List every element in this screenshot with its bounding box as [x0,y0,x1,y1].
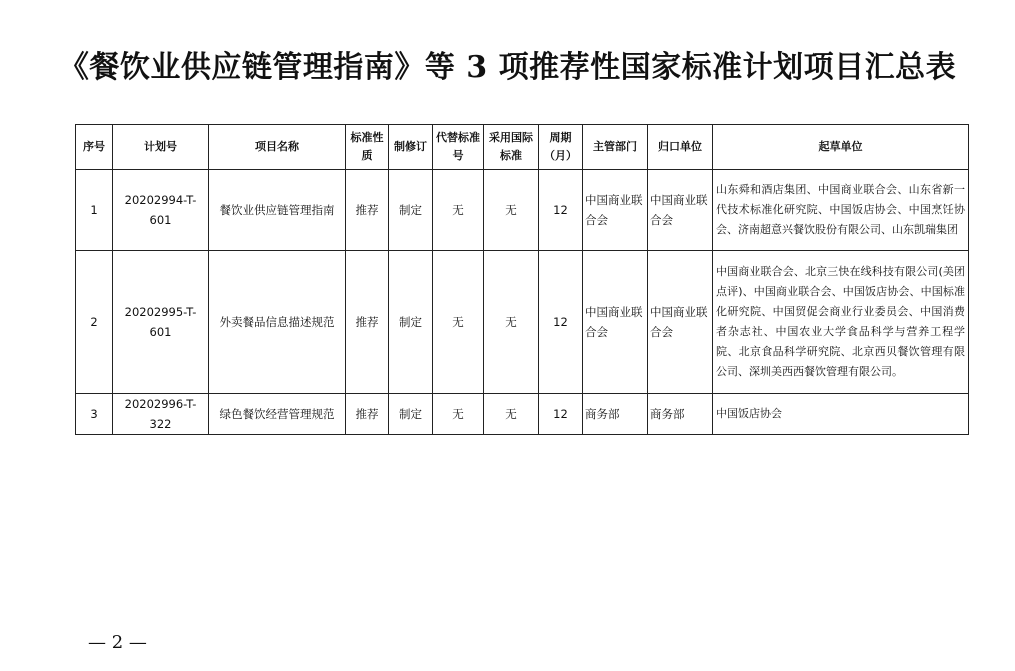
page-title: 《餐饮业供应链管理指南》等 3 项推荐性国家标准计划项目汇总表 [58,50,957,85]
cell-nature: 推荐 [346,170,389,251]
header-replace: 代替标准号 [433,125,484,170]
header-period: 周期（月） [539,125,583,170]
cell-drafter: 中国商业联合会、北京三快在线科技有限公司(美团点评)、中国商业联合会、中国饭店协会、中国标准化研究院、中国贸促会商业行业委员会、中国消费者杂志社、中国农业大学食品科学与营养工程学院、北京食品科学研究院、北京西贝餐饮管理有限公司、深圳美西西餐饮管理有限公司。 [713,251,969,394]
cell-intl: 无 [484,394,539,435]
cell-period: 12 [539,170,583,251]
header-row [76,125,969,170]
header-drafter: 起草单位 [713,125,969,170]
header-intl: 采用国际标准 [484,125,539,170]
table-row [76,170,969,251]
cell-replace: 无 [433,251,484,394]
cell-project-name: 外卖餐品信息描述规范 [209,251,346,394]
header-revise: 制修订 [389,125,433,170]
cell-intl: 无 [484,251,539,394]
cell-dept: 中国商业联合会 [583,251,648,394]
cell-period: 12 [539,394,583,435]
cell-unit: 中国商业联合会 [648,170,713,251]
cell-drafter: 中国饭店协会 [713,394,969,435]
cell-replace: 无 [433,394,484,435]
header-project-name: 项目名称 [209,125,346,170]
cell-dept: 商务部 [583,394,648,435]
cell-plan-no: 20202995-T-601 [113,251,209,394]
cell-seq: 2 [76,251,113,394]
cell-project-name: 餐饮业供应链管理指南 [209,170,346,251]
cell-seq: 3 [76,394,113,435]
header-unit: 归口单位 [648,125,713,170]
cell-nature: 推荐 [346,394,389,435]
cell-replace: 无 [433,170,484,251]
header-plan-no: 计划号 [113,125,209,170]
standards-table [75,124,969,435]
cell-unit: 商务部 [648,394,713,435]
cell-nature: 推荐 [346,251,389,394]
cell-drafter: 山东舜和酒店集团、中国商业联合会、山东省新一代技术标准化研究院、中国饭店协会、中国烹饪协会、济南超意兴餐饮股份有限公司、山东凯瑞集团 [713,170,969,251]
cell-period: 12 [539,251,583,394]
cell-dept: 中国商业联合会 [583,170,648,251]
header-seq: 序号 [76,125,113,170]
cell-revise: 制定 [389,251,433,394]
cell-unit: 中国商业联合会 [648,251,713,394]
table-row [76,251,969,394]
cell-project-name: 绿色餐饮经营管理规范 [209,394,346,435]
header-dept: 主管部门 [583,125,648,170]
cell-revise: 制定 [389,394,433,435]
header-nature: 标准性质 [346,125,389,170]
cell-plan-no: 20202996-T-322 [113,394,209,435]
page-number: — 2 — [88,632,147,653]
cell-seq: 1 [76,170,113,251]
cell-plan-no: 20202994-T-601 [113,170,209,251]
cell-intl: 无 [484,170,539,251]
cell-revise: 制定 [389,170,433,251]
table-row [76,394,969,435]
